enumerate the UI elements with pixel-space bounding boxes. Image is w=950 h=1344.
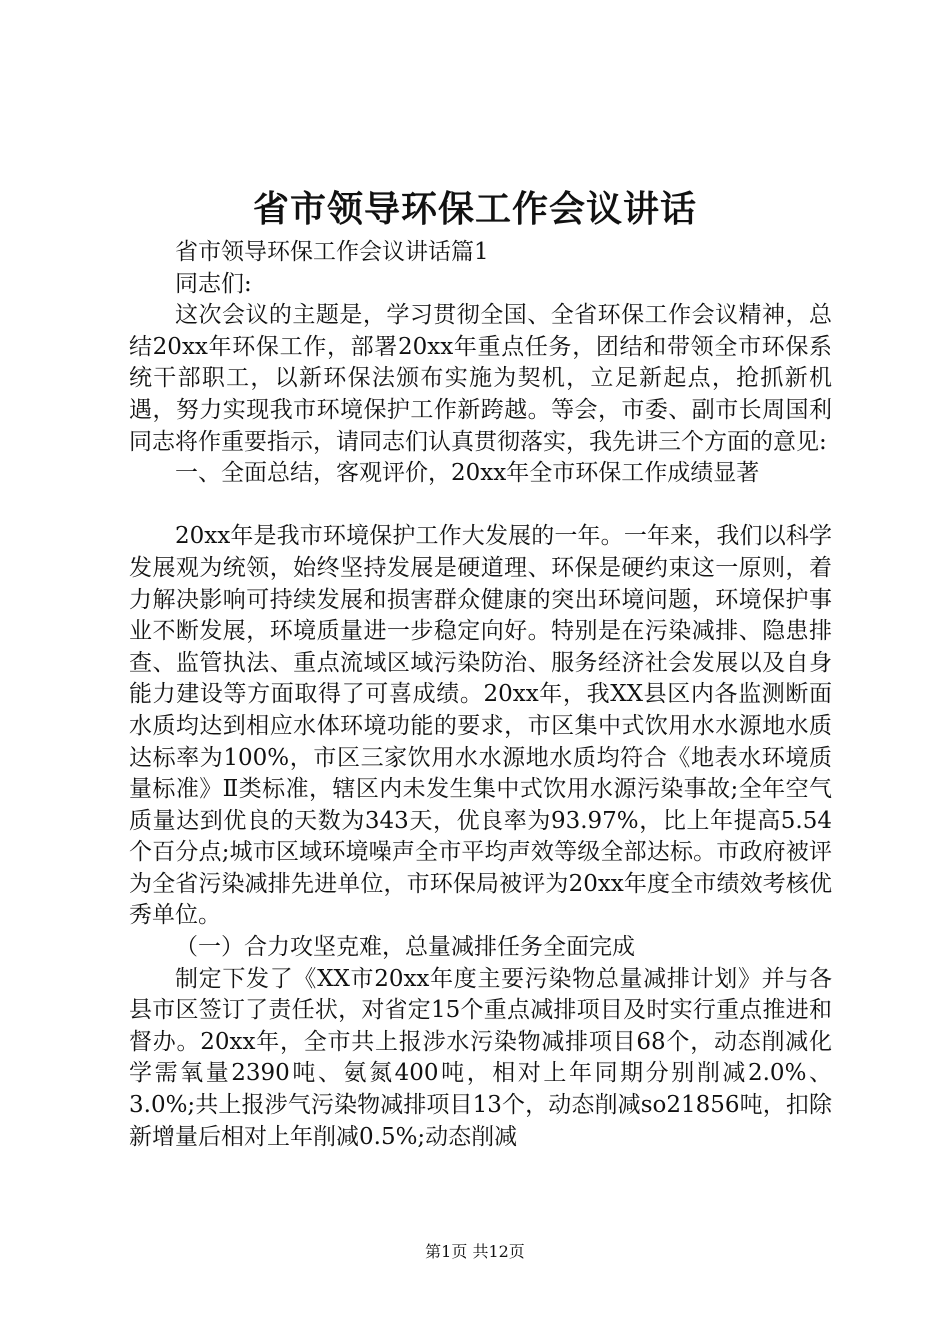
summary-paragraph: 20xx年是我市环境保护工作大发展的一年。一年来，我们以科学发展观为统领，始终坚持发展是硬道理、环保是硬约束这一原则，着力解决影响可持续发展和损害群众健康的突出环境问题，环境保护事业不断发展，环境质量进一步稳定向好。特别是在污染减排、隐患排查、监管执法、重点流域区域污染防治、服务经济社会发展以及自身能力建设等方面取得了可喜成绩。20xx年，我XX县区内各监测断面水质均达到相应水体环境功能的要求，市区集中式饮用水水源地水质达标率为100%，市区三家饮用水水源地水质均符合《地表水环境质量标准》Ⅱ类标准，辖区内未发生集中式饮用水源污染事故;全年空气质量达到优良的天数为343天，优良率为93.97%，比上年提高5.54个百分点;城市区域环境噪声全市平均声效等级全部达标。市政府被评为全省污染减排先进单位，市环保局被评为20xx年度全市绩效考核优秀单位。 [129,523,832,929]
subtitle-paragraph: 省市领导环保工作会议讲话篇1 [175,239,489,265]
document-body [129,237,832,1153]
page-number-footer: 第1页 共12页 [425,1242,525,1261]
salutation-paragraph: 同志们: [175,270,252,297]
subsection-heading-1: （一）合力攻坚克难，总量减排任务全面完成 [175,934,635,961]
reduction-paragraph: 制定下发了《XX市20xx年度主要污染物总量减排计划》并与各县市区签订了责任状，对省定15个重点减排项目及时实行重点推进和督办。20xx年，全市共上报涉水污染物减排项目68个，动态削减化学需氧量2390吨、氨氮400吨，相对上年同期分别削减2.0%、3.0%;共上报涉气污染物减排项目13个，动态削减so21856吨，扣除新增量后相对上年削减0.5%;动态削减 [129,965,832,1150]
section-heading-1: 一、全面总结，客观评价，20xx年全市环保工作成绩显著 [175,460,760,487]
intro-paragraph: 这次会议的主题是，学习贯彻全国、全省环保工作会议精神，总结20xx年环保工作，部署20xx年重点任务，团结和带领全市环保系统干部职工，以新环保法颁布实施为契机，立足新起点，抢抓新机遇，努力实现我市环境保护工作新跨越。等会，市委、副市长周国利同志将作重要指示，请同志们认真贯彻落实，我先讲三个方面的意见: [129,302,832,455]
document-title: 省市领导环保工作会议讲话 [252,188,697,230]
